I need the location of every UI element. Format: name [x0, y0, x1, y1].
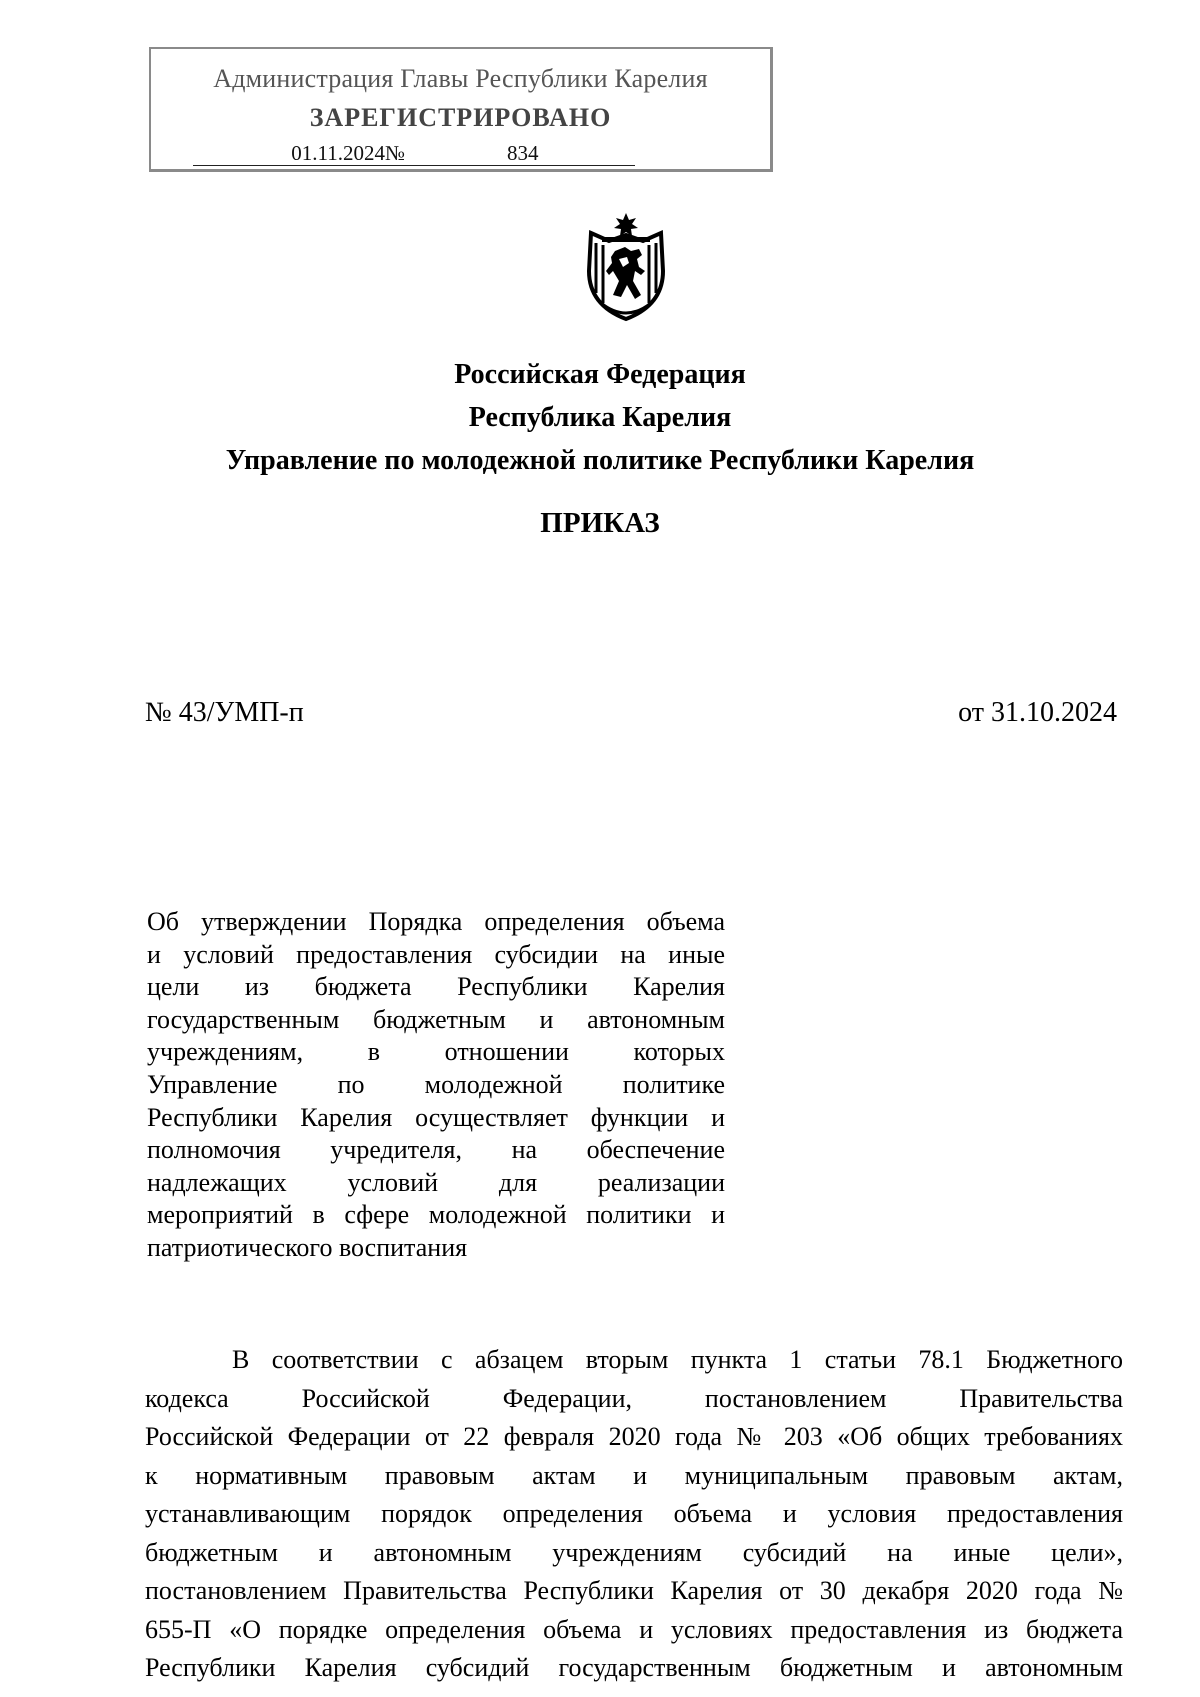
stamp-number: [415, 141, 635, 166]
body-line: бюджетным и автономным учреждениям субсидий на иные цели»,: [145, 1537, 1123, 1567]
subject-line: полномочия учредителя, на обеспечение: [147, 1135, 725, 1165]
subject-line: учреждениям, в отношении которых: [147, 1037, 725, 1067]
subject-line: цели из бюджета Республики Карелия: [147, 972, 725, 1002]
document-date: от 31.10.2024: [958, 697, 1117, 728]
body-line: кодекса Российской Федерации, постановлением Правительства: [145, 1383, 1123, 1413]
subject-line: и условий предоставления субсидии на иные: [147, 939, 725, 969]
document-type: ПРИКАЗ: [540, 507, 660, 539]
subject-line: мероприятий в сфере молодежной политики и: [147, 1200, 725, 1230]
body-line: 655-П «О порядке определения объема и условиях предоставления из бюджета: [145, 1614, 1123, 1644]
stamp-status: ЗАРЕГИСТРИРОВАНО: [309, 103, 612, 132]
stamp-organization: Администрация Главы Республики Карелия: [213, 64, 708, 93]
body-line: Российской Федерации от 22 февраля 2020 года № 203 «Об общих требованиях: [145, 1422, 1123, 1451]
header-agency: Управление по молодежной политике Республики Карелия: [225, 445, 975, 476]
stamp-date: 01.11.2024: [193, 141, 385, 166]
body-line: к нормативным правовым актам и муниципальным правовым актам,: [145, 1460, 1123, 1490]
stamp-number-value: 834: [507, 141, 539, 165]
subject-line: патриотического воспитания: [147, 1232, 468, 1262]
stamp-number-sign: №: [385, 141, 415, 166]
body-line: устанавливающим порядок определения объема и условия предоставления: [145, 1499, 1123, 1528]
subject-line: Управление по молодежной политике: [147, 1069, 725, 1099]
body-line: В соответствии с абзацем вторым пункта 1 статьи 78.1 Бюджетного: [232, 1345, 1123, 1374]
karelia-coat-of-arms-icon: [579, 211, 673, 323]
subject-line: Об утверждении Порядка определения объема: [147, 907, 725, 936]
subject-line: Республики Карелия осуществляет функции и: [147, 1102, 725, 1132]
subject-line: государственным бюджетным и автономным: [147, 1004, 725, 1034]
body-line: постановлением Правительства Республики Карелия от 30 декабря 2020 года №: [145, 1576, 1123, 1605]
subject-line: надлежащих условий для реализации: [147, 1167, 725, 1197]
header-country: Российская Федерация: [454, 359, 746, 390]
document-number: № 43/УМП-п: [145, 697, 304, 728]
header-republic: Республика Карелия: [468, 402, 732, 433]
registration-stamp: [149, 47, 773, 172]
order-body: [145, 1341, 1123, 1688]
body-line: Республики Карелия субсидий государственным бюджетным и автономным: [145, 1653, 1123, 1682]
stamp-registration-line: [193, 141, 635, 166]
order-subject: [147, 906, 725, 1265]
